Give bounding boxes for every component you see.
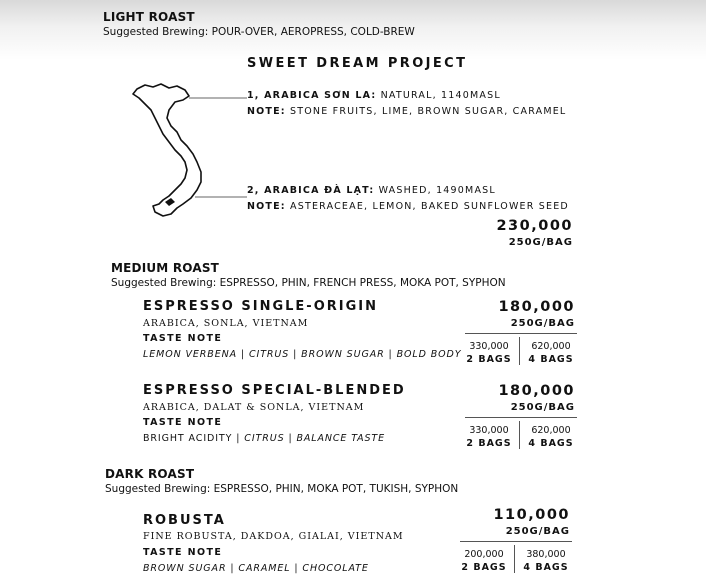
item-espresso-single-origin-origin: ARABICA, SONLA, VIETNAM bbox=[143, 318, 309, 329]
project-title: SWEET DREAM PROJECT bbox=[247, 56, 468, 71]
note: BROWN SUGAR bbox=[143, 563, 227, 574]
item-robusta-unit: 250G/BAG bbox=[505, 526, 570, 537]
light-unit: 250G/BAG bbox=[508, 237, 573, 248]
origin-1-value: NATURAL, 1140MASL bbox=[376, 90, 501, 101]
note-separator: | bbox=[237, 349, 249, 360]
origin-1-note-line bbox=[247, 106, 566, 117]
tier-4-bags bbox=[525, 340, 577, 366]
item-espresso-special-blended-origin: ARABICA, DALAT & SONLA, VIETNAM bbox=[143, 402, 365, 413]
tier-divider-vertical bbox=[514, 545, 515, 573]
origin-1-note-value: STONE FRUITS, LIME, BROWN SUGAR, CARAMEL bbox=[285, 106, 567, 117]
note-separator: | bbox=[384, 349, 397, 360]
tier-2-bags bbox=[463, 340, 515, 366]
tier-divider-vertical bbox=[519, 421, 520, 449]
tier-2-bags bbox=[458, 548, 510, 574]
tier-4-bags bbox=[525, 424, 577, 450]
note: CHOCOLATE bbox=[302, 563, 369, 574]
note: BOLD BODY bbox=[396, 349, 462, 360]
dark-roast-title: DARK ROAST bbox=[105, 467, 195, 481]
origin-2-note-value: ASTERACEAE, LEMON, BAKED SUNFLOWER SEED bbox=[285, 201, 569, 212]
note: LEMON VERBENA bbox=[143, 349, 238, 360]
item-espresso-single-origin-taste-label: TASTE NOTE bbox=[143, 333, 223, 344]
note-separator: | bbox=[284, 433, 297, 444]
item-espresso-single-origin-price: 180,000 bbox=[498, 299, 575, 315]
origin-2-note-line bbox=[247, 201, 569, 212]
note: BALANCE TASTE bbox=[296, 433, 386, 444]
origin-2-note-label: NOTE: bbox=[247, 201, 286, 212]
note-separator: | bbox=[226, 563, 239, 574]
tier-qty: 4 BAGS bbox=[528, 354, 574, 365]
item-espresso-special-blended-notes bbox=[143, 433, 385, 444]
item-robusta-origin: FINE ROBUSTA, DAKDOA, GIALAI, VIETNAM bbox=[143, 531, 404, 542]
item-espresso-special-blended-unit: 250G/BAG bbox=[510, 402, 575, 413]
tier-price: 330,000 bbox=[469, 425, 509, 436]
tier-qty: 2 BAGS bbox=[466, 438, 512, 449]
item-robusta-price: 110,000 bbox=[493, 507, 570, 523]
item-robusta-taste-label: TASTE NOTE bbox=[143, 547, 223, 558]
light-roast-title: LIGHT ROAST bbox=[103, 10, 195, 24]
item-espresso-special-blended-taste-label: TASTE NOTE bbox=[143, 417, 223, 428]
origin-1-note-label: NOTE: bbox=[247, 106, 286, 117]
note-separator: | bbox=[289, 349, 302, 360]
tier-qty: 2 BAGS bbox=[461, 562, 507, 573]
item-espresso-single-origin-unit: 250G/BAG bbox=[510, 318, 575, 329]
origin-2-label: 2, ARABICA ĐÀ LẠT: bbox=[247, 185, 375, 196]
origin-1-line bbox=[247, 90, 501, 101]
light-price: 230,000 bbox=[496, 218, 573, 234]
tier-qty: 4 BAGS bbox=[523, 562, 569, 573]
note: CITRUS bbox=[244, 433, 285, 444]
origin-2-line bbox=[247, 185, 496, 196]
light-roast-brewing: Suggested Brewing: POUR-OVER, AEROPRESS, COLD-BREW bbox=[103, 26, 415, 38]
tier-price: 380,000 bbox=[526, 549, 566, 560]
tier-qty: 4 BAGS bbox=[528, 438, 574, 449]
item-espresso-special-blended-name: ESPRESSO SPECIAL-BLENDED bbox=[143, 383, 406, 398]
tier-divider-horizontal bbox=[460, 541, 572, 542]
note: BRIGHT ACIDITY bbox=[143, 433, 233, 444]
tier-4-bags bbox=[520, 548, 572, 574]
note: CITRUS bbox=[248, 349, 290, 360]
dark-roast-brewing: Suggested Brewing: ESPRESSO, PHIN, MOKA POT, TUKISH, SYPHON bbox=[105, 483, 459, 495]
origin-1-label: 1, ARABICA SƠN LA: bbox=[247, 90, 377, 101]
vietnam-map bbox=[125, 80, 255, 228]
tier-qty: 2 BAGS bbox=[466, 354, 512, 365]
tier-price: 200,000 bbox=[464, 549, 504, 560]
tier-divider-horizontal bbox=[465, 333, 577, 334]
item-espresso-single-origin-name: ESPRESSO SINGLE-ORIGIN bbox=[143, 299, 378, 314]
medium-roast-brewing: Suggested Brewing: ESPRESSO, PHIN, FRENCH PRESS, MOKA POT, SYPHON bbox=[111, 277, 506, 289]
tier-price: 620,000 bbox=[531, 341, 571, 352]
tier-2-bags bbox=[463, 424, 515, 450]
tier-divider-vertical bbox=[519, 337, 520, 365]
item-espresso-single-origin-notes bbox=[143, 349, 461, 360]
note: BROWN SUGAR bbox=[301, 349, 385, 360]
tier-price: 620,000 bbox=[531, 425, 571, 436]
origin-2-value: WASHED, 1490MASL bbox=[374, 185, 496, 196]
item-robusta-name: ROBUSTA bbox=[143, 513, 226, 528]
tier-price: 330,000 bbox=[469, 341, 509, 352]
medium-roast-title: MEDIUM ROAST bbox=[111, 261, 220, 275]
item-espresso-special-blended-price: 180,000 bbox=[498, 383, 575, 399]
note: CARAMEL bbox=[238, 563, 291, 574]
note-separator: | bbox=[232, 433, 245, 444]
note-separator: | bbox=[290, 563, 303, 574]
tier-divider-horizontal bbox=[465, 417, 577, 418]
item-robusta-notes bbox=[143, 563, 369, 574]
